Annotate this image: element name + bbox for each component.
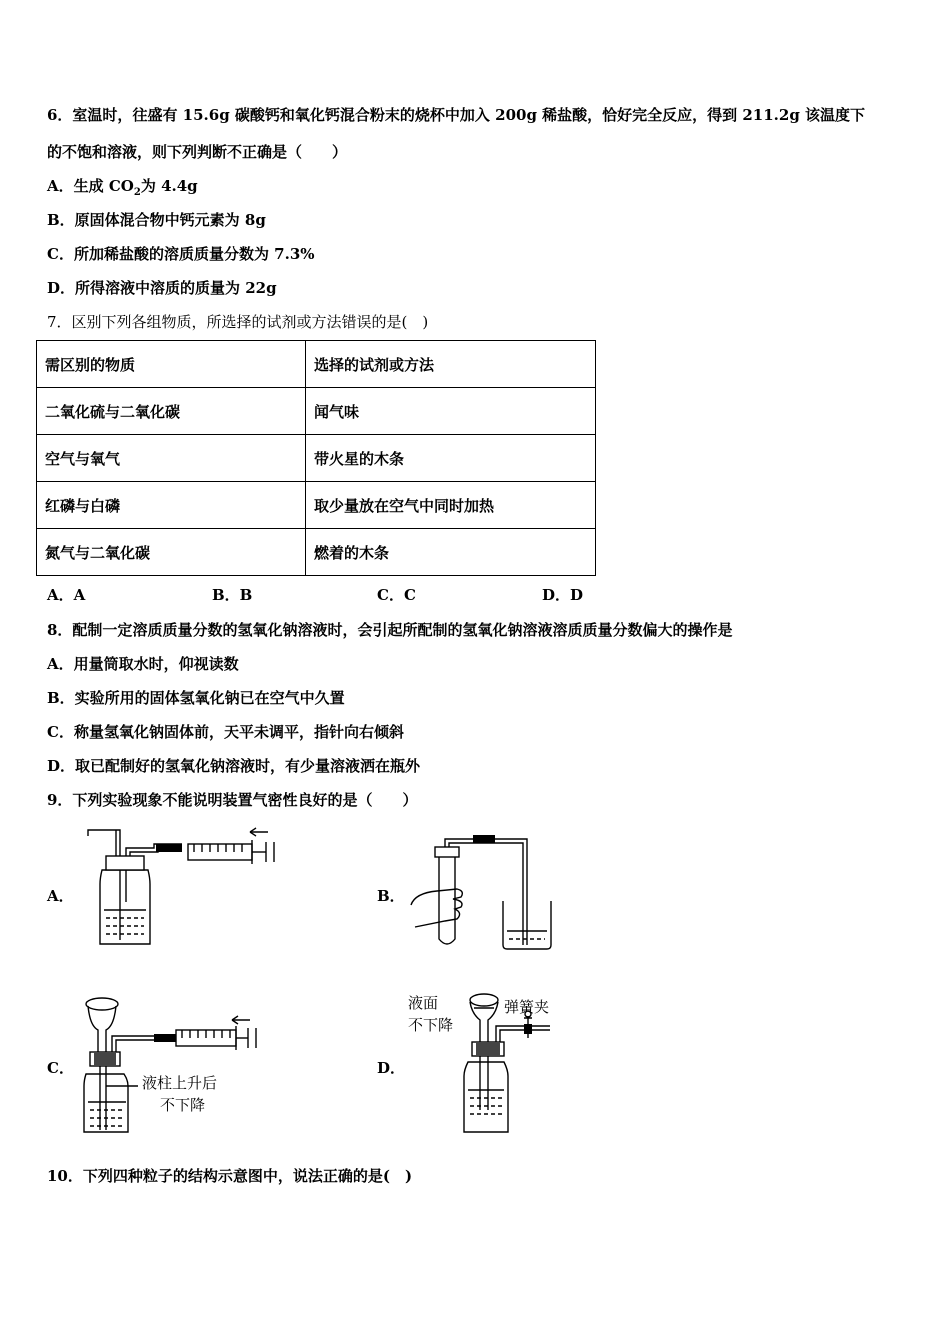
table-cell: 闻气味	[306, 388, 596, 435]
q10-stem: 10．下列四种粒子的结构示意图中，说法正确的是( )	[47, 1167, 413, 1185]
table-cell: 需区别的物质	[37, 341, 306, 388]
table-row	[37, 341, 596, 388]
q6-option-a-sub: 2	[133, 187, 141, 198]
q6-option-a-pre: A．生成 CO	[47, 177, 134, 195]
q9-figure-a-label: A．	[47, 887, 74, 905]
table-cell: 带火星的木条	[306, 435, 596, 482]
q8-option-a: A．用量筒取水时，仰视读数	[47, 655, 239, 673]
q9-figure-b-diagram	[405, 835, 565, 955]
table-row	[37, 435, 596, 482]
q6-option-d: D．所得溶液中溶质的质量为 22g	[47, 279, 277, 297]
table-row	[37, 482, 596, 529]
q6-stem-line1: 6．室温时，往盛有 15.6g 碳酸钙和氧化钙混合粉末的烧杯中加入 200g 稀盐酸，恰好完全反应，得到 211.2g 该温度下	[47, 106, 866, 124]
table-cell: 氮气与二氧化碳	[37, 529, 306, 576]
q6-option-b: B．原固体混合物中钙元素为 8g	[47, 211, 266, 229]
q7-option-d: D．D	[542, 586, 584, 604]
q7-stem: 7．区别下列各组物质，所选择的试剂或方法错误的是( )	[47, 313, 429, 331]
table-row	[37, 529, 596, 576]
q9-stem: 9．下列实验现象不能说明装置气密性良好的是（ ）	[47, 791, 418, 809]
q9-figure-d-label: D．	[377, 1059, 406, 1077]
q9-figure-c-label: C．	[47, 1059, 74, 1077]
q6-stem-line2: 的不饱和溶液，则下列判断不正确是（ ）	[47, 143, 348, 161]
q9-figure-c-note1: 液柱上升后	[142, 1074, 218, 1092]
q9-figure-a-diagram	[80, 822, 290, 952]
q9-figure-d-note2: 不下降	[408, 1016, 454, 1034]
q9-figure-d-note3: 弹簧夹	[504, 998, 550, 1016]
q6-option-c: C．所加稀盐酸的溶质质量分数为 7.3%	[47, 245, 315, 263]
table-cell: 二氧化硫与二氧化碳	[37, 388, 306, 435]
q8-option-c: C．称量氢氧化钠固体前，天平未调平，指针向右倾斜	[47, 723, 404, 741]
table-cell: 燃着的木条	[306, 529, 596, 576]
table-cell: 取少量放在空气中同时加热	[306, 482, 596, 529]
q9-figure-c-note2: 不下降	[160, 1096, 206, 1114]
q9-figure-d-note1: 液面	[408, 994, 439, 1012]
q7-option-c: C．C	[377, 586, 416, 604]
q6-option-a	[47, 175, 198, 198]
q7-table	[36, 340, 596, 576]
q6-option-a-post: 为 4.4g	[140, 177, 198, 195]
q7-option-b: B．B	[212, 586, 253, 604]
q8-stem: 8．配制一定溶质质量分数的氢氧化钠溶液时，会引起所配制的氢氧化钠溶液溶质质量分数偏大的操作是	[47, 621, 733, 639]
q9-figure-c-diagram	[72, 990, 272, 1140]
table-row	[37, 388, 596, 435]
q7-option-a: A．A	[47, 586, 86, 604]
q8-option-d: D．取已配制好的氢氧化钠溶液时，有少量溶液洒在瓶外	[47, 757, 421, 775]
table-cell: 选择的试剂或方法	[306, 341, 596, 388]
table-cell: 红磷与白磷	[37, 482, 306, 529]
q8-option-b: B．实验所用的固体氢氧化钠已在空气中久置	[47, 689, 345, 707]
q9-figure-b-label: B．	[377, 887, 405, 905]
table-cell: 空气与氧气	[37, 435, 306, 482]
